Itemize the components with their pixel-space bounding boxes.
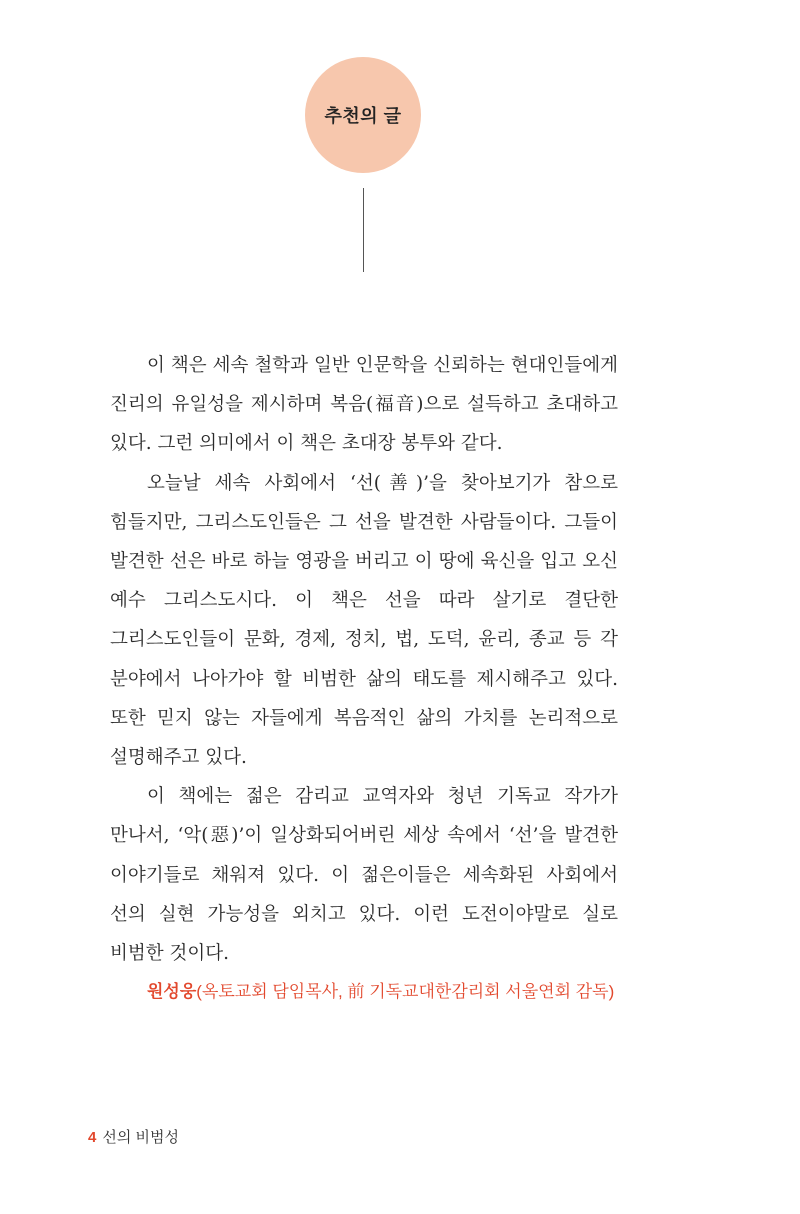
divider-line (363, 188, 364, 272)
paragraph-2: 오늘날 세속 사회에서 ‘선(善)’을 찾아보기가 참으로 힘들지만, 그리스도인들은 그 선을 발견한 사람들이다. 그들이 발견한 선은 바로 하늘 영광을 버리고 이 땅에 육신을 입고 오신 예수 그리스도시다. 이 책은 선을 따라 살기로 결단한 그리스도인들이 문화, 경제, 정치, 법, 도덕, 윤리, 종교 등 각 분야에서 나아가야 할 비범한 삶의 태도를 제시해주고 있다. 또한 믿지 않는 자들에게 복음적인 삶의 가치를 논리적으로 설명해주고 있다. (110, 472, 618, 769)
signature-name: 원성웅 (147, 982, 197, 1002)
signature-affiliation: (옥토교회 담임목사, 前 기독교대한감리회 서울연회 감독) (196, 982, 615, 1002)
book-title: 선의 비범성 (102, 1129, 179, 1146)
paragraph-3: 이 책에는 젊은 감리교 교역자와 청년 기독교 작가가 만나서, ‘악(惡)’이 일상화되어버린 세상 속에서 ‘선’을 발견한 이야기들로 채워져 있다. 이 젊은이들은 세속화된 사회에서 선의 실현 가능성을 외치고 있다. 이런 도전이야말로 실로 비범한 것이다. (110, 786, 618, 965)
page-footer (88, 1126, 179, 1147)
body-text (110, 346, 618, 1007)
paragraph-1: 이 책은 세속 철학과 일반 인문학을 신뢰하는 현대인들에게 진리의 유일성을 제시하며 복음(福音)으로 설득하고 초대하고 있다. 그런 의미에서 이 책은 초대장 봉투와 같다. (110, 355, 618, 455)
section-title-badge (305, 57, 421, 173)
page-number: 4 (88, 1129, 97, 1146)
section-title: 추천의 글 (324, 106, 402, 126)
signature (110, 977, 618, 1007)
